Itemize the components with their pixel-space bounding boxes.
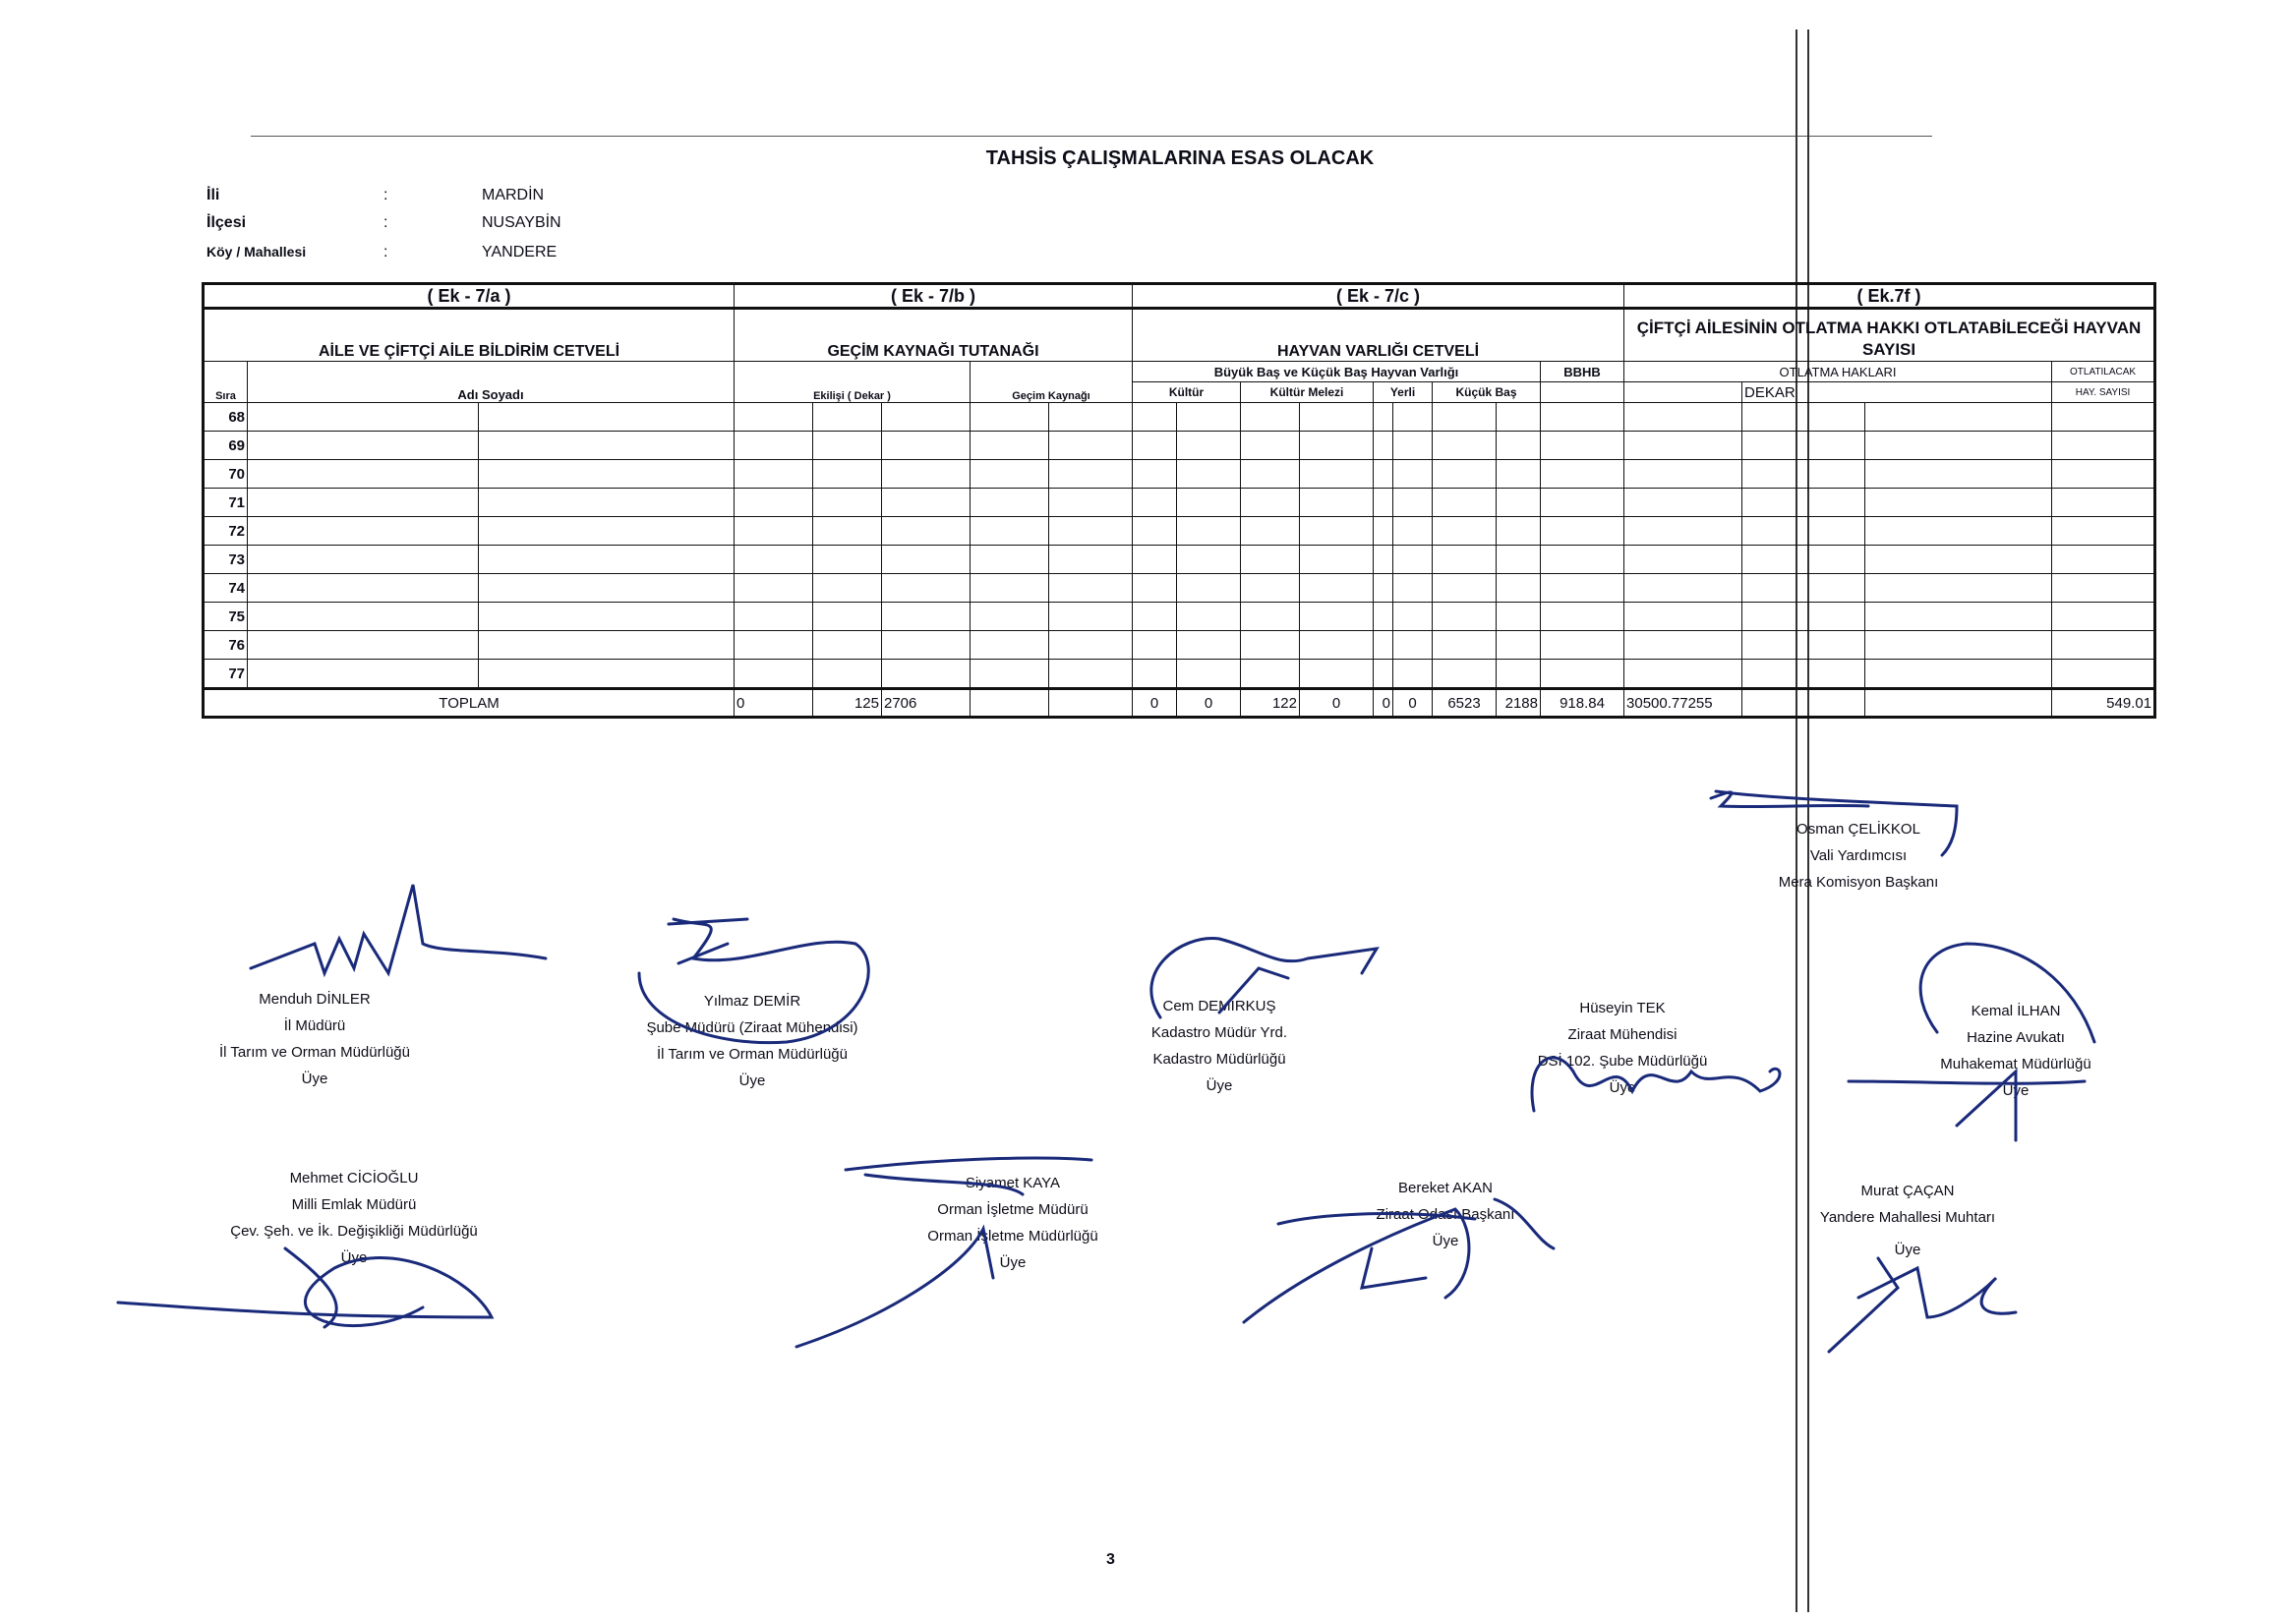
section-ek7f: ( Ek.7f ) xyxy=(1624,284,2155,309)
signature-block-member: Siyamet KAYA Orman İşletme Müdürü Orman İşletme Müdürlüğü Üye xyxy=(927,1175,1098,1271)
signature-block-member: Yılmaz DEMİR Şube Müdürü (Ziraat Mühendisi) İl Tarım ve Orman Müdürlüğü Üye xyxy=(646,993,858,1089)
dekar-header: DEKAR xyxy=(1742,382,2052,403)
row-number: 75 xyxy=(204,603,248,631)
section-ek7b: ( Ek - 7/b ) xyxy=(735,284,1133,309)
total-kucuk-b: 2188 xyxy=(1497,689,1541,718)
signature-block-member: Menduh DİNLER İl Müdürü İl Tarım ve Orman Müdürlüğü Üye xyxy=(219,991,410,1087)
signature-block-member: Murat ÇAÇAN Yandere Mahallesi Muhtarı Üye xyxy=(1819,1183,1996,1258)
bbhb-header: BBHB xyxy=(1541,362,1624,382)
row-number: 70 xyxy=(204,460,248,489)
total-bbhb: 918.84 xyxy=(1541,689,1624,718)
ilce-label: İlçesi xyxy=(206,214,247,231)
signature-block-member: Hüseyin TEK Ziraat Mühendisi DSİ 102. Şube Müdürlüğü Üye xyxy=(1537,1000,1708,1096)
total-melez-a: 122 xyxy=(1241,689,1300,718)
total-yerli-a: 0 xyxy=(1374,689,1393,718)
section-ek7c: ( Ek - 7/c ) xyxy=(1133,284,1624,309)
total-kultur-a: 0 xyxy=(1133,689,1177,718)
document-title: TAHSİS ÇALIŞMALARINA ESAS OLACAK xyxy=(985,147,1375,169)
hay-sayisi-header: HAY. SAYISI xyxy=(2052,382,2155,403)
row-number: 69 xyxy=(204,432,248,460)
total-label: TOPLAM xyxy=(204,689,735,718)
colon: : xyxy=(383,214,388,231)
il-label: İli xyxy=(206,187,220,203)
row-number: 77 xyxy=(204,660,248,689)
total-kultur-b: 0 xyxy=(1177,689,1241,718)
section-title-gecim: GEÇİM KAYNAĞI TUTANAĞI xyxy=(735,309,1133,362)
section-title-otlatma: ÇİFTÇİ AİLESİNİN OTLATMA HAKKI OTLATABİLECEĞİ HAYVAN SAYISI xyxy=(1624,309,2155,362)
il-value: MARDİN xyxy=(482,187,545,203)
otlatilacak-header: OTLATILACAK xyxy=(2052,362,2155,382)
ekilisi-header: Ekilişi ( Dekar ) xyxy=(735,362,971,403)
row-number: 71 xyxy=(204,489,248,517)
total-hay-sayisi: 549.01 xyxy=(2052,689,2155,718)
otlatma-haklari-header: OTLATMA HAKLARI xyxy=(1624,362,2052,382)
signature-block-member: Bereket AKAN Ziraat Odası Başkanı Üye xyxy=(1376,1180,1515,1249)
signature-block-member: Cem DEMİRKUŞ Kadastro Müdür Yrd. Kadastro Müdürlüğü Üye xyxy=(1150,998,1288,1094)
koy-value: YANDERE xyxy=(482,244,558,261)
page-number: 3 xyxy=(1106,1551,1115,1568)
section-title-hayvan: HAYVAN VARLIĞI CETVELİ xyxy=(1133,309,1624,362)
total-kucuk-a: 6523 xyxy=(1433,689,1497,718)
row-number: 68 xyxy=(204,403,248,432)
total-ekilis-b: 125 xyxy=(813,689,882,718)
kultur-header: Kültür xyxy=(1133,382,1241,403)
sira-header: Sıra xyxy=(204,362,248,403)
total-ekilis-a: 0 xyxy=(735,689,813,718)
gecim-kaynagi-header: Geçim Kaynağı xyxy=(971,362,1133,403)
koy-label: Köy / Mahallesi xyxy=(206,244,307,260)
section-ek7a: ( Ek - 7/a ) xyxy=(204,284,735,309)
total-melez-b: 0 xyxy=(1300,689,1374,718)
kultur-melezi-header: Kültür Melezi xyxy=(1241,382,1374,403)
yerli-header: Yerli xyxy=(1374,382,1433,403)
total-dekar: 30500.77255 xyxy=(1624,689,1742,718)
adi-soyadi-header: Adı Soyadı xyxy=(248,362,735,403)
signature-block-member: Kemal İLHAN Hazine Avukatı Muhakemat Müdürlüğü Üye xyxy=(1940,1003,2091,1099)
row-number: 73 xyxy=(204,546,248,574)
row-number: 72 xyxy=(204,517,248,546)
ilce-value: NUSAYBİN xyxy=(482,214,561,231)
total-ekilis-c: 2706 xyxy=(882,689,971,718)
signature-block-member: Mehmet CİCİOĞLU Milli Emlak Müdürü Çev. Şeh. ve İk. Değişikliği Müdürlüğü Üye xyxy=(230,1170,478,1266)
colon: : xyxy=(383,187,388,203)
section-title-aile: AİLE VE ÇİFTÇİ AİLE BİLDİRİM CETVELİ xyxy=(204,309,735,362)
row-number: 74 xyxy=(204,574,248,603)
colon: : xyxy=(383,244,388,261)
total-yerli-b: 0 xyxy=(1393,689,1433,718)
kucuk-bas-header: Küçük Baş xyxy=(1433,382,1541,403)
signature-block-chair: Osman ÇELİKKOL Vali Yardımcısı Mera Komisyon Başkanı xyxy=(1778,821,1939,891)
row-number: 76 xyxy=(204,631,248,660)
buyuk-kucuk-header: Büyük Baş ve Küçük Baş Hayvan Varlığı xyxy=(1133,362,1541,382)
